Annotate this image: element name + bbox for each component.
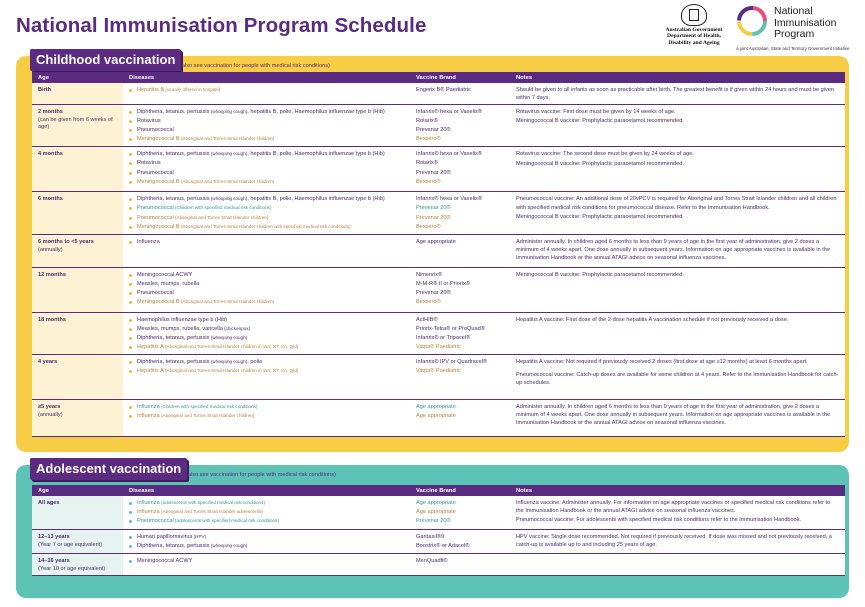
vaccine-brand: MenQuadfi® <box>416 557 448 564</box>
age-label: All ages <box>38 500 60 506</box>
col-notes: Notes <box>510 72 845 83</box>
vaccine-brand: Boostrix® or Adacel® <box>416 542 470 549</box>
disease-item <box>129 86 404 95</box>
vaccine-brand: Infanrix® hexa or Vaxelis® <box>416 196 482 203</box>
diseases-cell <box>123 267 410 312</box>
disease-name: Hepatitis A <box>137 343 164 350</box>
vaccine-brand: Engerix B® Paediatric <box>416 87 471 93</box>
gov-line: Department of Health, <box>667 33 721 40</box>
notes-cell <box>510 267 845 312</box>
disease-name: Measles, mumps, rubella, varicella <box>137 325 223 332</box>
vaccine-brand: M-M-R® II or Priorix® <box>416 280 470 287</box>
disease-name: Rotavirus <box>137 118 161 125</box>
disease-qualifier: (Aboriginal and Torres Strait Islander children in WA, NT, SA, Qld) <box>163 343 299 349</box>
brand-cell <box>410 192 510 234</box>
age-label: 12–13 years <box>38 533 70 540</box>
disease-name: Influenza <box>137 403 160 410</box>
vaccine-brand: Prevenar 20® <box>416 169 451 176</box>
vaccine-brand: Prevenar 20® <box>416 518 451 525</box>
age-cell <box>32 105 123 147</box>
note-text: HPV vaccine: Single dose recommended. Not required if previously received. If dose was missed and not previously received, a catch-up is available up to and including 25 years of age. <box>516 533 832 548</box>
age-sublabel: (Year 7 or age equivalent) <box>38 541 103 548</box>
col-brand: Vaccine Brand <box>410 485 510 496</box>
table-row <box>32 496 845 529</box>
disease-name: Meningococcal ACWY <box>137 557 193 564</box>
diseases-cell <box>123 105 410 147</box>
age-label: 18 months <box>38 316 66 323</box>
age-cell <box>32 399 123 436</box>
table-row <box>32 83 845 105</box>
notes-cell <box>510 234 845 267</box>
note-text: Rotavirus vaccine: First dose must be given by 14 weeks of age. <box>516 109 676 116</box>
vaccine-brand: Vaqta® Paediatric <box>416 343 461 350</box>
diseases-cell <box>123 192 410 234</box>
vaccine-brand: Age appropriate <box>416 500 456 506</box>
note-text: Pneumococcal vaccine: For adolescents with specified medical risk conditions refer to the Immunisation Handbook. <box>516 517 802 524</box>
age-cell <box>32 234 123 267</box>
disease-item <box>129 214 404 223</box>
disease-qualifier: (Aboriginal and Torres Strait Islander children) <box>159 412 255 418</box>
notes-cell <box>510 312 845 354</box>
disease-name-cont: , polio <box>247 358 263 365</box>
disease-name: Diphtheria, tetanus, pertussis <box>137 334 210 341</box>
disease-qualifier: (whooping cough) <box>209 334 248 340</box>
brand-cell <box>410 234 510 267</box>
disease-qualifier: (whooping cough) <box>209 196 248 202</box>
disease-item <box>129 178 404 187</box>
note-text: Hepatitis A vaccine: First dose of the 2-dose hepatitis A vaccination schedule if not previously received a dose. <box>516 316 789 323</box>
disease-item <box>129 367 404 376</box>
disease-item <box>129 108 404 117</box>
disease-qualifier: (Aboriginal and Torres Strait Islander children in WA, NT, SA, Qld) <box>163 367 299 373</box>
disease-name: Pneumococcal <box>137 214 174 221</box>
disease-name: Meningococcal ACWY <box>137 271 193 278</box>
australian-government-logo <box>663 4 725 46</box>
disease-item <box>129 126 404 135</box>
childhood-table <box>32 72 845 437</box>
nip-ring-icon <box>736 5 768 37</box>
brand-cell <box>410 105 510 147</box>
age-cell <box>32 192 123 234</box>
disease-qualifier: (Aboriginal and Torres Strait Islander adolescents) <box>159 509 263 515</box>
vaccine-brand: Bexsero® <box>416 223 441 230</box>
age-label: Birth <box>38 87 52 93</box>
col-age: Age <box>32 485 123 496</box>
notes-cell <box>510 496 845 529</box>
disease-name: Rotavirus <box>137 160 161 167</box>
col-notes: Notes <box>510 485 845 496</box>
childhood-heading: Childhood vaccination <box>30 49 181 71</box>
adolescent-table <box>32 485 845 576</box>
disease-item <box>129 117 404 126</box>
age-cell <box>32 529 123 553</box>
nip-line: National <box>774 5 813 17</box>
age-sublabel: (annually) <box>38 246 63 253</box>
age-label: 12 months <box>38 271 66 278</box>
note-text: Rotavirus vaccine: The second dose must be given by 24 weeks of age. <box>516 151 694 158</box>
age-sublabel: (annually) <box>38 411 63 418</box>
diseases-cell <box>123 553 410 575</box>
vaccine-brand: Rotarix® <box>416 160 438 167</box>
age-cell <box>32 83 123 105</box>
age-label: 14–16 years <box>38 557 70 564</box>
vaccine-brand: Infanrix® hexa or Vaxelis® <box>416 151 482 158</box>
disease-name-cont: , hepatitis B, polio, Haemophilus influenzae type b (Hib) <box>247 151 385 158</box>
age-label: 6 months to <5 years <box>38 238 94 245</box>
disease-name: Pneumococcal <box>137 205 174 212</box>
table-row <box>32 105 845 147</box>
disease-item <box>129 499 404 508</box>
vaccine-brand: Vaqta® Paediatric <box>416 367 461 374</box>
col-diseases: Diseases <box>123 72 410 83</box>
disease-name: Influenza <box>137 412 160 419</box>
disease-item <box>129 280 404 289</box>
vaccine-brand: Priorix-Tetra® or ProQuad® <box>416 325 485 332</box>
disease-item <box>129 195 404 204</box>
disease-qualifier: (Aboriginal and Torres Strait Islander children) <box>179 178 275 184</box>
vaccine-brand: Prevenar 20® <box>416 205 451 212</box>
brand-cell <box>410 529 510 553</box>
disease-qualifier: (adolescents with specified medical risk conditions) <box>173 518 279 524</box>
table-header-row <box>32 485 845 496</box>
note-text: Administer annually. In children aged 6 months to less than 9 years of age in the first year of administration, give 2 doses a minimum of 4 weeks apart. One dose annually in subsequent years. Information on age appropriate vaccines is available in the Immunisation Handbook or the annual ATAGI advice on seasonal influenza vaccines. <box>516 403 831 426</box>
notes-cell <box>510 147 845 192</box>
disease-qualifier: (Aboriginal and Torres Strait Islander children with specified medical risk conditions) <box>179 223 351 229</box>
disease-qualifier: (whooping cough) <box>209 151 248 157</box>
disease-name-cont: , hepatitis B, polio, Haemophilus influenzae type b (Hib) <box>247 109 385 116</box>
notes-cell <box>510 529 845 553</box>
vaccine-brand: Gardasil®9 <box>416 533 445 540</box>
note-text: Meningococcal B vaccine: Prophylactic paracetamol recommended. <box>516 213 684 220</box>
age-cell <box>32 496 123 529</box>
age-cell <box>32 553 123 575</box>
nip-line: Immunisation <box>774 16 837 29</box>
disease-item <box>129 334 404 343</box>
disease-item <box>129 223 404 232</box>
disease-qualifier: (chickenpox) <box>222 325 251 331</box>
vaccine-brand: Nimenrix® <box>416 271 443 278</box>
disease-name: Meningococcal B <box>137 298 180 305</box>
adolescent-note: (also see vaccination for people with medical risk conditions) <box>186 472 336 478</box>
table-row <box>32 147 845 192</box>
disease-name: Meningococcal B <box>137 136 180 143</box>
vaccine-brand: Prevenar 20® <box>416 127 451 134</box>
note-text: Meningococcal B vaccine: Prophylactic paracetamol recommended. <box>516 118 684 125</box>
disease-item <box>129 159 404 168</box>
disease-name: Pneumococcal <box>137 127 174 134</box>
diseases-cell <box>123 312 410 354</box>
vaccine-brand: Age appropriate <box>416 403 456 410</box>
childhood-rows <box>32 83 845 436</box>
disease-qualifier: (whooping cough) <box>209 109 248 115</box>
disease-qualifier: (Children with specified medical risk conditions) <box>159 403 258 409</box>
notes-cell <box>510 83 845 105</box>
disease-name: Pneumococcal <box>137 289 174 296</box>
vaccine-brand: Bexsero® <box>416 298 441 305</box>
table-row <box>32 192 845 234</box>
disease-name: Influenza <box>137 509 160 516</box>
note-text: Meningococcal B vaccine: Prophylactic paracetamol recommended. <box>516 160 684 167</box>
disease-name: Diphtheria, tetanus, pertussis <box>137 196 210 203</box>
vaccine-brand: ActHIB® <box>416 316 438 323</box>
brand-cell <box>410 83 510 105</box>
table-row <box>32 354 845 399</box>
disease-item <box>129 271 404 280</box>
vaccine-brand: Age appropriate <box>416 509 456 516</box>
disease-name: Diphtheria, tetanus, pertussis <box>137 109 210 116</box>
table-row <box>32 234 845 267</box>
disease-name: Measles, mumps, rubella <box>137 280 200 287</box>
disease-item <box>129 298 404 307</box>
note-text: Hepatitis A vaccine: Not required if previously received 2 doses (first dose at age ≥12 months) at least 6 months apart. <box>516 358 808 365</box>
disease-qualifier: (whooping cough) <box>209 358 248 364</box>
adolescent-heading: Adolescent vaccination <box>30 458 187 480</box>
disease-item <box>129 533 404 542</box>
disease-item <box>129 316 404 325</box>
note-text: Pneumococcal vaccine: Catch-up doses are available for some children at 4 years. Refer to the Immunisation Handbook for catch-up schedules. <box>516 371 839 386</box>
disease-qualifier: (Aboriginal and Torres Strait Islander children) <box>179 136 275 142</box>
diseases-cell <box>123 234 410 267</box>
gov-line: Disability and Ageing <box>668 39 720 46</box>
disease-item <box>129 403 404 412</box>
vaccine-brand: Age appropriate <box>416 238 456 245</box>
brand-cell <box>410 312 510 354</box>
disease-item <box>129 150 404 159</box>
disease-item <box>129 325 404 334</box>
table-row <box>32 312 845 354</box>
adolescent-section <box>16 461 849 598</box>
table-row <box>32 529 845 553</box>
diseases-cell <box>123 496 410 529</box>
disease-item <box>129 542 404 551</box>
age-sublabel: (can be given from 6 weeks of age) <box>38 117 113 131</box>
note-text: Pneumococcal vaccine: An additional dose of 20vPCV is required for Aboriginal and Torres Strait Islander children and all children with specified medical risk conditions for pneumococcal disease. Refer to the Immunisation Handbook. <box>516 196 837 211</box>
diseases-cell <box>123 399 410 436</box>
notes-cell <box>510 105 845 147</box>
age-sublabel: (Year 10 or age equivalent) <box>38 565 106 572</box>
disease-qualifier: (Aboriginal and Torres Strait Islander children) <box>179 298 275 304</box>
vaccine-brand: Bexsero® <box>416 136 441 143</box>
disease-item <box>129 358 404 367</box>
vaccine-brand: Prevenar 20® <box>416 289 451 296</box>
vaccine-brand: Prevenar 20® <box>416 214 451 221</box>
childhood-note: (also see vaccination for people with medical risk conditions) <box>180 63 330 69</box>
note-text: Meningococcal B vaccine: Prophylactic paracetamol recommended. <box>516 271 684 278</box>
vaccine-brand: Age appropriate <box>416 412 456 419</box>
vaccine-brand: Bexsero® <box>416 178 441 185</box>
age-cell <box>32 267 123 312</box>
note-text: Should be given to all infants as soon as practicable after birth. The greatest benefit is if given within 24 hours and must be given within 7 days. <box>516 87 834 102</box>
brand-cell <box>410 147 510 192</box>
age-cell <box>32 312 123 354</box>
disease-qualifier: (Children with specified medical risk conditions) <box>173 205 272 211</box>
notes-cell <box>510 354 845 399</box>
brand-cell <box>410 496 510 529</box>
note-text: Administer annually. In children aged 6 months to less than 9 years of age in the first year of administration, give 2 doses a minimum of 4 weeks apart. One dose annually in subsequent years. Information on age appropriate vaccines is available in the Immunisation Handbook or the annual ATAGI advice on seasonal influenza vaccines. <box>516 238 831 261</box>
disease-name: Influenza <box>137 500 160 506</box>
age-label: 4 years <box>38 358 58 365</box>
vaccine-brand: Infanrix® IPV or Quadracel® <box>416 358 488 365</box>
disease-item <box>129 517 404 526</box>
disease-item <box>129 557 404 566</box>
nip-line: Program <box>774 28 815 41</box>
age-label: 2 months <box>38 109 63 116</box>
age-label: 4 months <box>38 151 63 158</box>
disease-name: Diphtheria, tetanus, pertussis <box>137 358 210 365</box>
diseases-cell <box>123 529 410 553</box>
diseases-cell <box>123 147 410 192</box>
disease-qualifier: (whooping cough) <box>209 542 248 548</box>
page-title: National Immunisation Program Schedule <box>16 14 427 37</box>
age-label: 6 months <box>38 196 63 203</box>
vaccine-brand: Infanrix® hexa or Vaxelis® <box>416 109 482 116</box>
table-row <box>32 267 845 312</box>
col-age: Age <box>32 72 123 83</box>
disease-name: Hepatitis B <box>137 87 165 93</box>
brand-cell <box>410 553 510 575</box>
disease-name: Human papillomavirus <box>137 533 193 540</box>
disease-name: Influenza <box>137 238 160 245</box>
vaccine-brand: Infanrix® or Tripacel® <box>416 334 471 341</box>
diseases-cell <box>123 354 410 399</box>
disease-item <box>129 508 404 517</box>
disease-item <box>129 343 404 352</box>
disease-item <box>129 238 404 247</box>
disease-name: Meningococcal B <box>137 223 180 230</box>
brand-cell <box>410 399 510 436</box>
note-text: Influenza vaccine: Administer annually. For information on age appropriate vaccines or specified medical risk conditions refer to the Immunisation Handbook or the annual ATAGI advice on seasonal influenza vaccines. <box>516 500 831 515</box>
col-brand: Vaccine Brand <box>410 72 510 83</box>
disease-name: Haemophilus influenzae type b (Hib) <box>137 316 228 323</box>
disease-name-cont: , hepatitis B, polio, Haemophilus influenzae type b (Hib) <box>247 196 385 203</box>
diseases-cell <box>123 83 410 105</box>
notes-cell <box>510 399 845 436</box>
disease-item <box>129 412 404 421</box>
disease-item <box>129 289 404 298</box>
brand-cell <box>410 354 510 399</box>
disease-qualifier: (HPV) <box>192 533 207 539</box>
disease-name: Diphtheria, tetanus, pertussis <box>137 151 210 158</box>
brand-cell <box>410 267 510 312</box>
gov-line: Australian Government <box>665 27 723 33</box>
childhood-section <box>16 52 849 452</box>
disease-qualifier: (usually offered in hospital) <box>164 87 221 92</box>
disease-name: Pneumococcal <box>137 169 174 176</box>
coat-of-arms-icon <box>681 4 707 26</box>
table-header-row <box>32 72 845 83</box>
adolescent-rows <box>32 496 845 575</box>
age-label: ≥5 years <box>38 403 61 410</box>
age-cell <box>32 147 123 192</box>
disease-name: Diphtheria, tetanus, pertussis <box>137 542 210 549</box>
disease-name: Pneumococcal <box>137 518 174 525</box>
table-row <box>32 399 845 436</box>
disease-name: Hepatitis A <box>137 367 164 374</box>
nip-subtitle: A joint Australian, State and Territory Government Initiative <box>736 46 850 51</box>
disease-name: Meningococcal B <box>137 178 180 185</box>
disease-item <box>129 204 404 213</box>
notes-cell <box>510 553 845 575</box>
col-diseases: Diseases <box>123 485 410 496</box>
disease-qualifier: (Aboriginal and Torres Strait Islander children) <box>173 214 269 220</box>
notes-cell <box>510 192 845 234</box>
disease-item <box>129 135 404 144</box>
disease-item <box>129 169 404 178</box>
table-row <box>32 553 845 575</box>
vaccine-brand: Rotarix® <box>416 118 438 125</box>
age-cell <box>32 354 123 399</box>
disease-qualifier: (adolescents with specified medical risk conditions) <box>159 500 265 505</box>
